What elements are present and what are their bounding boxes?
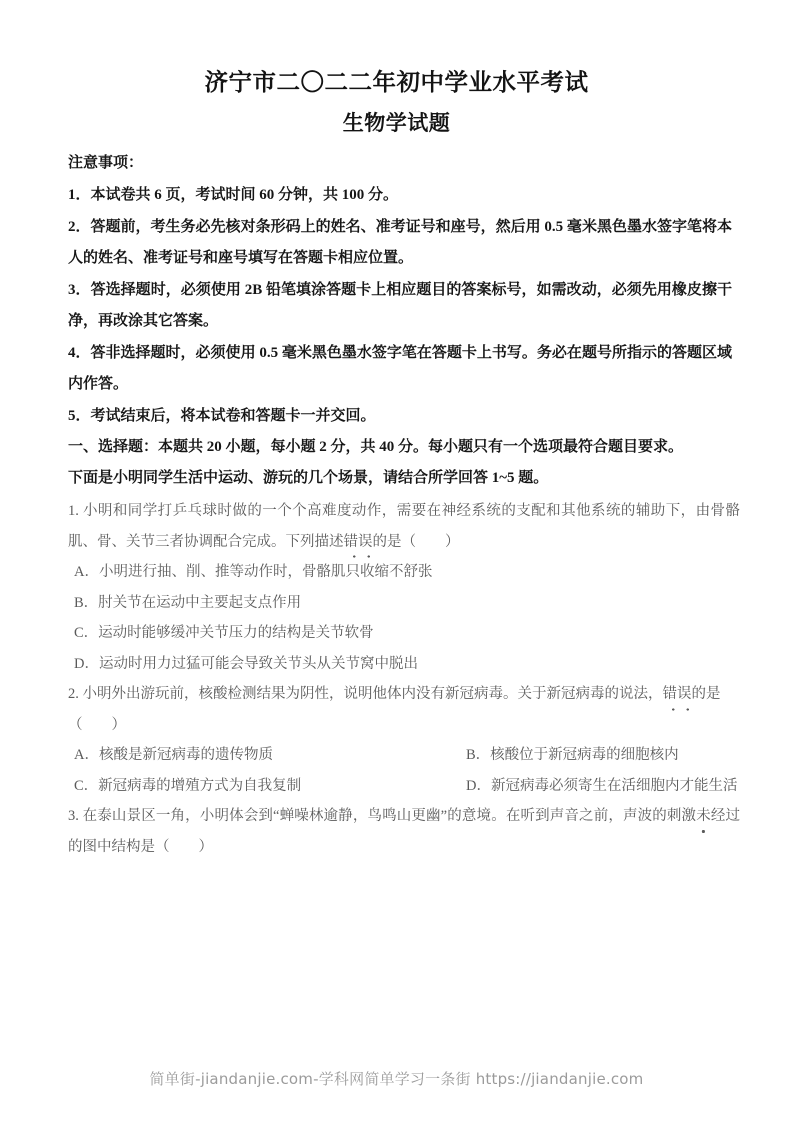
- question-1-number: 1.: [68, 503, 79, 519]
- notice-block: [68, 148, 732, 433]
- question-1-stem-text: 小明和同学打乒乓球时做的一个个高难度动作，需要在神经系统的支配和其他系统的辅助下，由骨骼肌、骨、关节三者协调配合完成。下列描述: [68, 503, 740, 550]
- question-3-emphasis: 未: [696, 801, 711, 832]
- section-heading: [68, 432, 732, 494]
- question-2-stem: [68, 679, 740, 710]
- question-3-stem-tail: 经过的图中结构是（ ）: [68, 808, 741, 855]
- question-1-option-b[interactable]: B．肘关节在运动中主要起支点作用: [74, 594, 302, 611]
- question-3-stem: [68, 801, 740, 862]
- question-1-option-c[interactable]: C．运动时能够缓冲关节压力的结构是关节软骨: [74, 625, 374, 641]
- notice-item-5: 5．考试结束后，将本试卷和答题卡一并交回。: [68, 408, 376, 424]
- question-3-stem-text: 在泰山景区一角，小明体会到“蝉噪林逾静，鸟鸣山更幽”的意境。在听到声音之前，声波的刺激: [78, 808, 697, 824]
- question-3-number: 3.: [68, 808, 79, 824]
- question-1-option-d[interactable]: D．运动时用力过猛可能会导致关节头从关节窝中脱出: [74, 655, 418, 672]
- question-2-stem-tail: 的是: [691, 686, 721, 702]
- section-heading-line-1: 一、选择题：本题共 20 小题，每小题 2 分，共 40 分。每小题只有一个选项最符合题目要求。: [68, 439, 684, 455]
- notice-item-2: 2．答题前，考生务必先核对条形码上的姓名、准考证号和座号，然后用 0.5 毫米黑色墨水签字笔将本人的姓名、准考证号和座号填写在答题卡相应位置。: [68, 219, 732, 266]
- question-2-options-row-2: [68, 771, 740, 802]
- question-2-option-c[interactable]: C．新冠病毒的增殖方式为自我复制: [74, 777, 302, 794]
- question-2-option-d[interactable]: D．新冠病毒必须寄生在活细胞内才能生活: [466, 777, 738, 794]
- question-1-stem: [68, 496, 740, 557]
- question-1: [68, 496, 740, 679]
- question-2-number: 2.: [68, 686, 79, 702]
- question-2-option-b[interactable]: B．核酸位于新冠病毒的细胞核内: [466, 747, 679, 763]
- question-1-stem-tail: 的是（ ）: [372, 533, 460, 550]
- questions-container: [68, 496, 740, 862]
- notice-item-3: 3．答选择题时，必须使用 2B 铅笔填涂答题卡上相应题目的答案标号，如需改动，必须先用橡皮擦干净，再改涂其它答案。: [68, 282, 732, 329]
- question-2-stem-text: 小明外出游玩前，核酸检测结果为阴性，说明他体内没有新冠病毒。关于新冠病毒的说法，: [78, 686, 663, 702]
- footer-watermark: 简单街-jiandanjie.com-学科网简单学习一条街 https://jiandanjie.com: [149, 1070, 644, 1088]
- question-1-emphasis: 错误: [344, 527, 373, 558]
- notice-item-1: 1．本试卷共 6 页，考试时间 60 分钟，共 100 分。: [68, 187, 399, 203]
- question-2-option-a[interactable]: A．核酸是新冠病毒的遗传物质: [74, 747, 273, 763]
- notice-item-4: 4．答非选择题时，必须使用 0.5 毫米黑色墨水签字笔在答题卡上书写。务必在题号所指示的答题区域内作答。: [68, 345, 732, 392]
- notice-heading: 注意事项：: [68, 155, 144, 171]
- section-heading-line-2: 下面是小明同学生活中运动、游玩的几个场景，请结合所学回答 1~5 题。: [68, 470, 549, 486]
- question-1-option-a[interactable]: A．小明进行抽、削、推等动作时，骨骼肌只收缩不舒张: [74, 564, 433, 580]
- page-subtitle: 生物学试题: [342, 111, 451, 135]
- question-2: [68, 679, 740, 801]
- page-title: 济宁市二〇二二年初中学业水平考试: [204, 70, 589, 96]
- question-2-answer-blank: （ ）: [68, 716, 126, 733]
- question-3: [68, 801, 740, 862]
- question-2-options-row-1: [68, 740, 740, 771]
- question-2-emphasis: 错误: [663, 679, 692, 710]
